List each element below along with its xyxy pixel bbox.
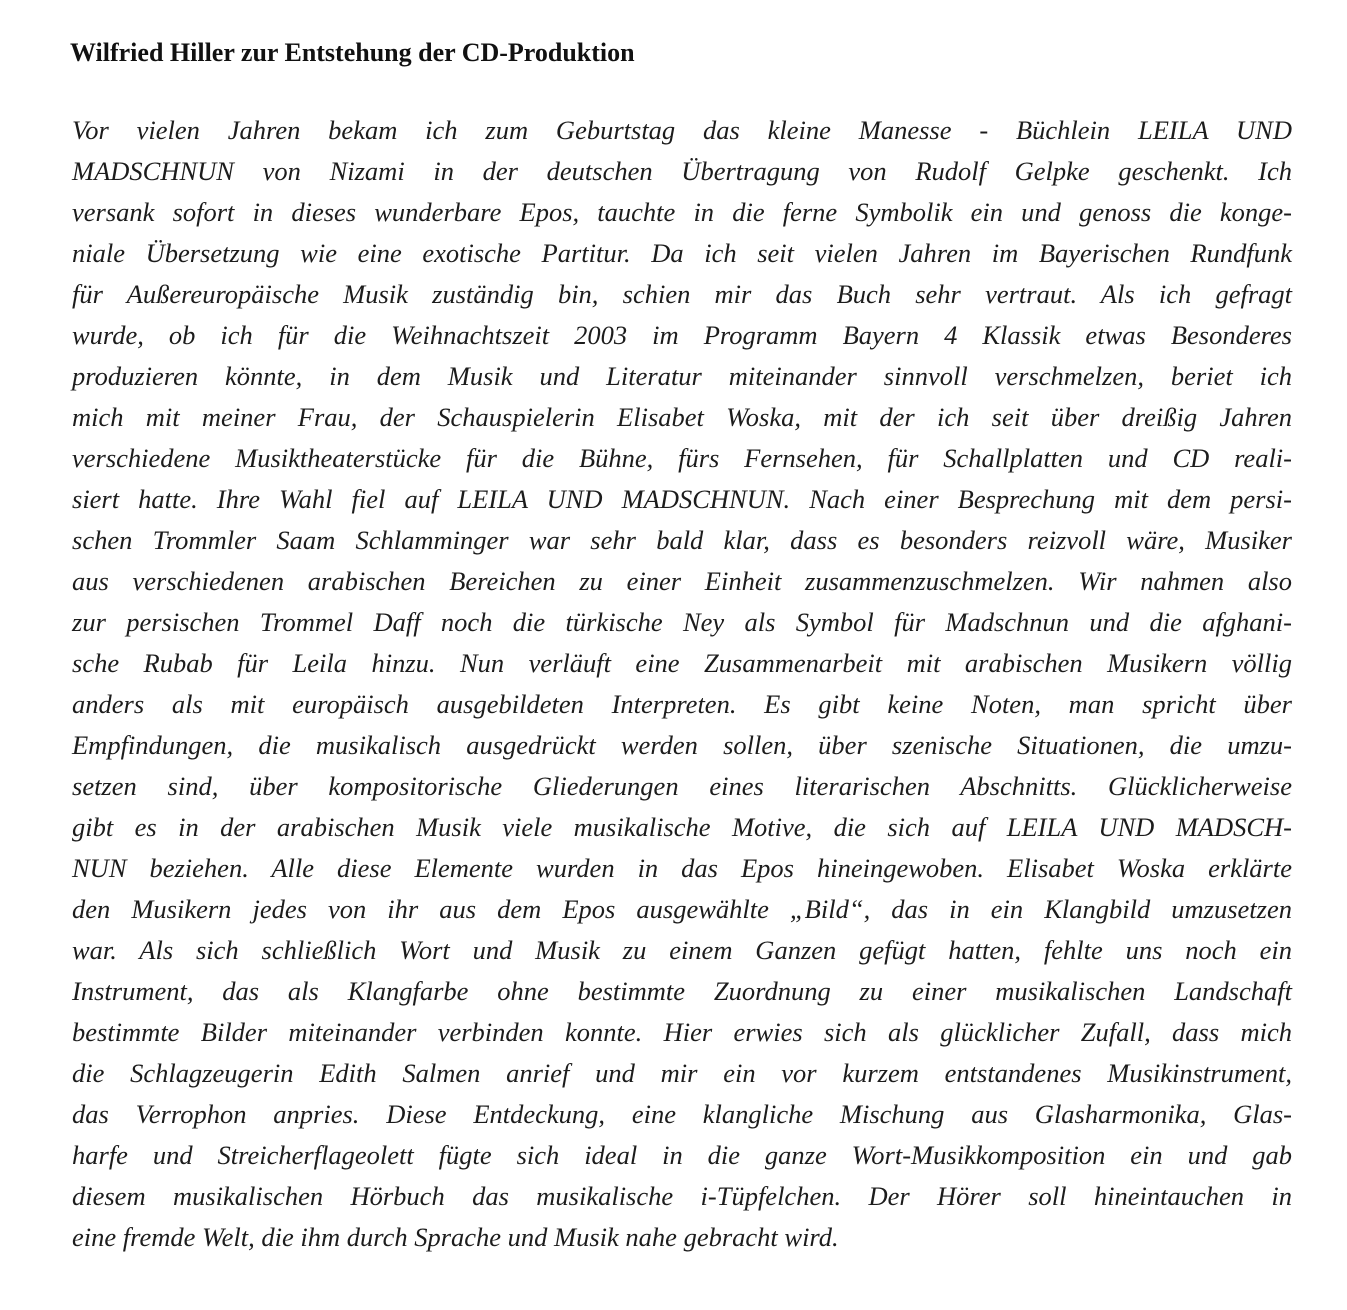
text-line: bestimmte Bilder miteinander verbinden konnte. Hier erwies sich als glücklicher Zufall, dass mich — [72, 1017, 1292, 1047]
text-line: siert hatte. Ihre Wahl fiel auf LEILA UND MADSCHNUN. Nach einer Besprechung mit dem persi- — [72, 484, 1292, 514]
body-paragraph — [72, 110, 1292, 1258]
text-line: war. Als sich schließlich Wort und Musik zu einem Ganzen gefügt hatten, fehlte uns noch ein — [72, 935, 1292, 965]
text-line: Instrument, das als Klangfarbe ohne bestimmte Zuordnung zu einer musikalischen Landschaft — [72, 976, 1292, 1006]
text-line: wurde, ob ich für die Weihnachtszeit 2003 im Programm Bayern 4 Klassik etwas Besonderes — [72, 320, 1292, 350]
text-line: die Schlagzeugerin Edith Salmen anrief und mir ein vor kurzem entstandenes Musikinstrument, — [72, 1058, 1292, 1088]
text-line-last: eine fremde Welt, die ihm durch Sprache und Musik nahe gebracht wird. — [72, 1222, 839, 1252]
text-line: Vor vielen Jahren bekam ich zum Geburtstag das kleine Manesse - Büchlein LEILA UND — [72, 115, 1292, 145]
text-line: das Verrophon anpries. Diese Entdeckung, eine klangliche Mischung aus Glasharmonika, Glas- — [72, 1099, 1292, 1129]
text-line: produzieren könnte, in dem Musik und Literatur miteinander sinnvoll verschmelzen, beriet ich — [72, 361, 1292, 391]
text-line: NUN beziehen. Alle diese Elemente wurden in das Epos hineingewoben. Elisabet Woska erklärte — [72, 853, 1292, 883]
text-line: Empfindungen, die musikalisch ausgedrückt werden sollen, über szenische Situationen, die umzu- — [72, 730, 1292, 760]
text-line: den Musikern jedes von ihr aus dem Epos ausgewählte „Bild“, das in ein Klangbild umzusetzen — [72, 894, 1292, 924]
text-line: setzen sind, über kompositorische Gliederungen eines literarischen Abschnitts. Glücklicherweise — [72, 771, 1292, 801]
text-line: mich mit meiner Frau, der Schauspielerin Elisabet Woska, mit der ich seit über dreißig Jahren — [72, 402, 1292, 432]
text-line: zur persischen Trommel Daff noch die türkische Ney als Symbol für Madschnun und die afghani- — [72, 607, 1292, 637]
text-line: harfe und Streicherflageolett fügte sich ideal in die ganze Wort-Musikkomposition ein und gab — [72, 1140, 1292, 1170]
text-line: anders als mit europäisch ausgebildeten Interpreten. Es gibt keine Noten, man spricht über — [72, 689, 1292, 719]
text-line: für Außereuropäische Musik zuständig bin, schien mir das Buch sehr vertraut. Als ich gefragt — [72, 279, 1292, 309]
text-line: niale Übersetzung wie eine exotische Partitur. Da ich seit vielen Jahren im Bayerischen Rundfunk — [72, 238, 1292, 268]
text-line: sche Rubab für Leila hinzu. Nun verläuft eine Zusammenarbeit mit arabischen Musikern völlig — [72, 648, 1292, 678]
text-line: aus verschiedenen arabischen Bereichen zu einer Einheit zusammenzuschmelzen. Wir nahmen also — [72, 566, 1292, 596]
text-line: versank sofort in dieses wunderbare Epos, tauchte in die ferne Symbolik ein und genoss die konge- — [72, 197, 1292, 227]
text-line: verschiedene Musiktheaterstücke für die Bühne, fürs Fernsehen, für Schallplatten und CD reali- — [72, 443, 1292, 473]
text-line: diesem musikalischen Hörbuch das musikalische i-Tüpfelchen. Der Hörer soll hineintauchen in — [72, 1181, 1292, 1211]
text-line: MADSCHNUN von Nizami in der deutschen Übertragung von Rudolf Gelpke geschenkt. Ich — [72, 156, 1292, 186]
text-line: schen Trommler Saam Schlamminger war sehr bald klar, dass es besonders reizvoll wäre, Musiker — [72, 525, 1292, 555]
document-heading: Wilfried Hiller zur Entstehung der CD-Produktion — [70, 38, 635, 67]
text-line: gibt es in der arabischen Musik viele musikalische Motive, die sich auf LEILA UND MADSCH- — [72, 812, 1292, 842]
